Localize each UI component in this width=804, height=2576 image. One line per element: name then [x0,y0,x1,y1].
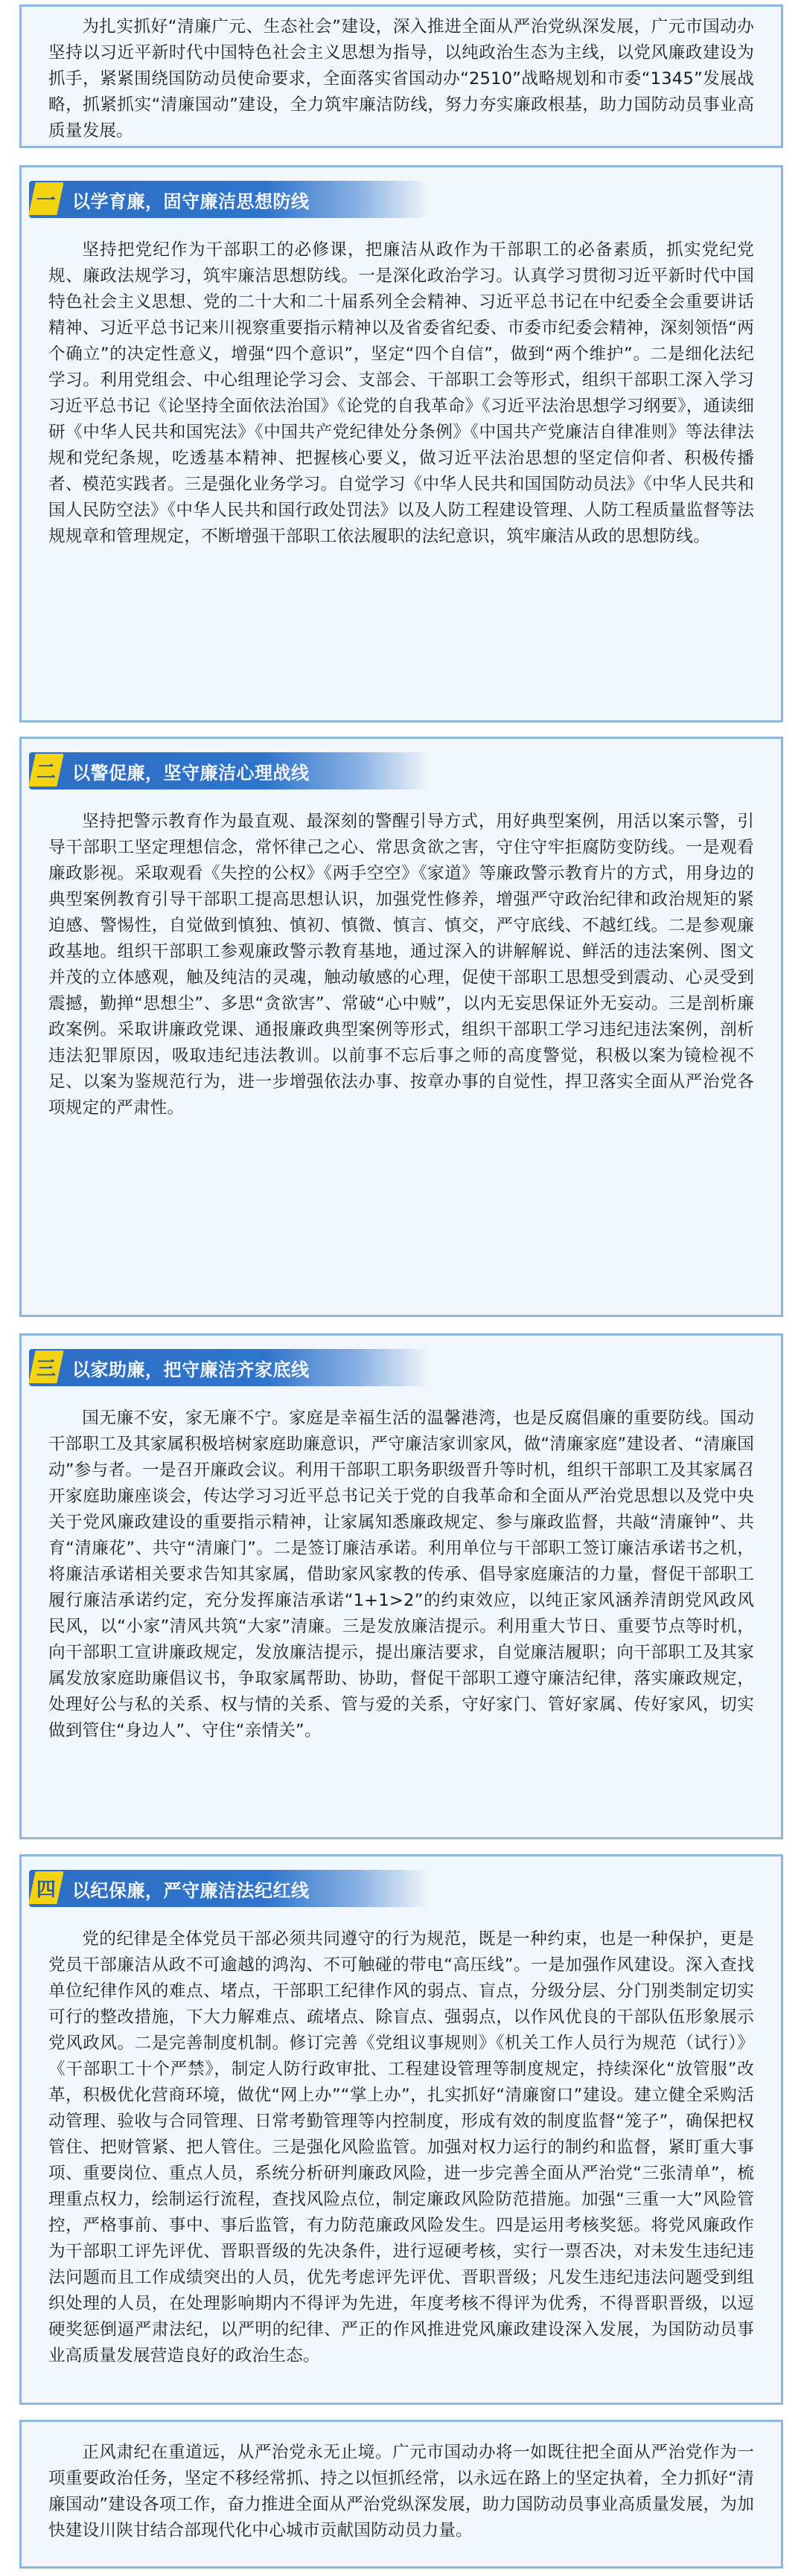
section-4 [19,1854,783,2405]
section-number-badge [29,181,63,218]
section-paragraph: 国无廉不安，家无廉不宁。家庭是幸福生活的温馨港湾，也是反腐倡廉的重要防线。国动干部职工及其家属积极培树家庭助廉意识，严守廉洁家训家风，做“清廉家庭”建设者、“清廉国动”参与者。一是召开廉政会议。利用干部职工职务职级晋升等时机，组织干部职工及其家属召开家庭助廉座谈会，传达学习习近平总书记关于党的自我革命和全面从严治党思想以及党中央关于党风廉政建设的重要指示精神，让家属知悉廉政规定、参与廉政监督，共敲“清廉钟”、共育“清廉花”、共守“清廉门”。二是签订廉洁承诺。利用单位与干部职工签订廉洁承诺书之机，将廉洁承诺相关要求告知其家属，借助家风家教的传承、倡导家庭廉洁的力量，督促干部职工履行廉洁承诺约定，充分发挥廉洁承诺“1+1>2”的约束效应，以纯正家风涵养清朗党风政风民风，以“小家”清风共筑“大家”清廉。三是发放廉洁提示。利用重大节日、重要节点等时机，向干部职工宣讲廉政规定，发放廉洁提示，提出廉洁要求，自觉廉洁履职；向干部职工及其家属发放家庭助廉倡议书，争取家属帮助、协助，督促干部职工遵守廉洁纪律，落实廉政规定，处理好公与私的关系、权与情的关系、管与爱的关系，守好家门、管好家属、传好家风，切实做到管住“身边人”、守住“亲情关”。 [48,1409,754,1740]
section-4-body [22,1907,781,2369]
section-number: 三 [36,1357,56,1380]
section-title: 以学育廉，固守廉洁思想防线 [63,181,430,218]
intro-box [19,4,783,148]
section-number-badge [29,1870,63,1907]
section-3-header [22,1349,781,1386]
section-4-header [22,1870,781,1907]
section-1 [19,165,783,723]
section-1-header [22,181,781,218]
section-paragraph: 党的纪律是全体党员干部必须共同遵守的行为规范，既是一种约束，也是一种保护，更是党员干部廉洁从政不可逾越的鸿沟、不可触碰的带电“高压线”。一是加强作风建设。深入查找单位纪律作风的难点、堵点，干部职工纪律作风的弱点、盲点，分级分层、分门别类制定切实可行的整改措施，下大力解难点、疏堵点、除盲点、强弱点，以作风优良的干部队伍形象展示党风政风。二是完善制度机制。修订完善《党组议事规则》《机关工作人员行为规范（试行）》《干部职工十个严禁》，制定人防行政审批、工程建设管理等制度规定，持续深化“放管服”改革，积极优化营商环境，做优“网上办”“掌上办”，扎实抓好“清廉窗口”建设。建立健全采购活动管理、验收与合同管理、日常考勤管理等内控制度，形成有效的制度监督“笼子”，确保把权管住、把财管紧、把人管住。三是强化风险监管。加强对权力运行的制约和监督，紧盯重大事项、重要岗位、重点人员，系统分析研判廉政风险，进一步完善全面从严治党“三张清单”，梳理重点权力，绘制运行流程，查找风险点位，制定廉政风险防范措施。加强“三重一大”风险管控，严格事前、事中、事后监管，有力防范廉政风险发生。四是运用考核奖惩。将党风廉政作为干部职工评先评优、晋职晋级的先决条件，进行逗硬考核，实行一票否决，对未发生违纪违法问题而且工作成绩突出的人员，优先考虑评先评优、晋职晋级；凡发生违纪违法问题受到组织处理的人员，在处理影响期内不得评为先进，年度考核不得评为优秀，不得晋职晋级，以逗硬奖惩倒逼严肃法纪，以严明的纪律、严正的作风推进党风廉政建设深入发展，为国防动员事业高质量发展营造良好的政治生态。 [48,1929,754,2365]
section-number: 四 [36,1878,56,1901]
intro-paragraph: 为扎实抓好“清廉广元、生态社会”建设，深入推进全面从严治党纵深发展，广元市国动办坚持以习近平新时代中国特色社会主义思想为指导，以纯政治生态为主线，以党风廉政建设为抓手，紧紧围绕国防动员使命要求，全面落实省国动办“2510”战略规划和市委“1345”发展战略，抓紧抓实“清廉国动”建设，全力筑牢廉洁防线，努力夯实廉政根基，助力国防动员事业高质量发展。 [48,17,754,141]
section-2-header [22,752,781,789]
section-3-body [22,1386,781,1744]
outro-box [19,2420,783,2569]
section-number: 二 [36,760,56,784]
section-number-badge [29,1349,63,1386]
section-1-body [22,218,781,550]
section-2-body [22,789,781,1121]
section-title: 以纪保廉，严守廉洁法纪红线 [63,1870,430,1907]
section-title: 以警促廉，坚守廉洁心理战线 [63,752,430,789]
section-3 [19,1333,783,1839]
section-number-badge [29,752,63,789]
section-paragraph: 坚持把警示教育作为最直观、最深刻的警醒引导方式，用好典型案例，用活以案示警，引导干部职工坚定理想信念，常怀律己之心、常思贪欲之害，守住守牢拒腐防变防线。一是观看廉政影视。采取观看《失控的公权》《两手空空》《家道》等廉政警示教育片的方式，用身边的典型案例教育引导干部职工提高思想认识，加强党性修养，增强严守政治纪律和政治规矩的紧迫感、警惕性，自觉做到慎独、慎初、慎微、慎言、慎交，严守底线、不越红线。二是参观廉政基地。组织干部职工参观廉政警示教育基地，通过深入的讲解解说、鲜活的违法案例、图文并茂的立体感观，触及纯洁的灵魂，触动敏感的心理，促使干部职工思想受到震动、心灵受到震撼，勤掸“思想尘”、多思“贪欲害”、常破“心中贼”，以内无妄思保证外无妄动。三是剖析廉政案例。采取讲廉政党课、通报廉政典型案例等形式，组织干部职工学习违纪违法案例，剖析违法犯罪原因，吸取违纪违法教训。以前事不忘后事之师的高度警觉，积极以案为镜检视不足、以案为鉴规范行为，进一步增强依法办事、按章办事的自觉性，捍卫落实全面从严治党各项规定的严肃性。 [48,812,754,1118]
section-title: 以家助廉，把守廉洁齐家底线 [63,1349,430,1386]
section-2 [19,737,783,1317]
outro-paragraph: 正风肃纪在重道远，从严治党永无止境。广元市国动办将一如既往把全面从严治党作为一项重要政治任务，坚定不移经常抓、持之以恒抓经常，以永远在路上的坚定执着，全力抓好“清廉国动”建设各项工作，奋力推进全面从严治党纵深发展，助力国防动员事业高质量发展，为加快建设川陕甘结合部现代化中心城市贡献国防动员力量。 [48,2443,754,2540]
section-paragraph: 坚持把党纪作为干部职工的必修课，把廉洁从政作为干部职工的必备素质，抓实党纪党规、廉政法规学习，筑牢廉洁思想防线。一是深化政治学习。认真学习贯彻习近平新时代中国特色社会主义思想、党的二十大和二十届系列全会精神、习近平总书记在中纪委全会重要讲话精神、习近平总书记来川视察重要指示精神以及省委省纪委、市委市纪委会精神，深刻领悟“两个确立”的决定性意义，增强“四个意识”，坚定“四个自信”，做到“两个维护”。二是细化法纪学习。利用党组会、中心组理论学习会、支部会、干部职工会等形式，组织干部职工深入学习习近平总书记《论坚持全面依法治国》《论党的自我革命》《习近平法治思想学习纲要》，通读细研《中华人民共和国宪法》《中国共产党纪律处分条例》《中国共产党廉洁自律准则》等法律法规和党纪条规，吃透基本精神、把握核心要义，做习近平法治思想的坚定信仰者、积极传播者、模范实践者。三是强化业务学习。自觉学习《中华人民共和国国防动员法》《中华人民共和国人民防空法》《中华人民共和国行政处罚法》以及人防工程建设管理、人防工程质量监督等法规规章和管理规定，不断增强干部职工依法履职的法纪意识，筑牢廉洁从政的思想防线。 [48,240,754,546]
section-number: 一 [36,189,56,212]
